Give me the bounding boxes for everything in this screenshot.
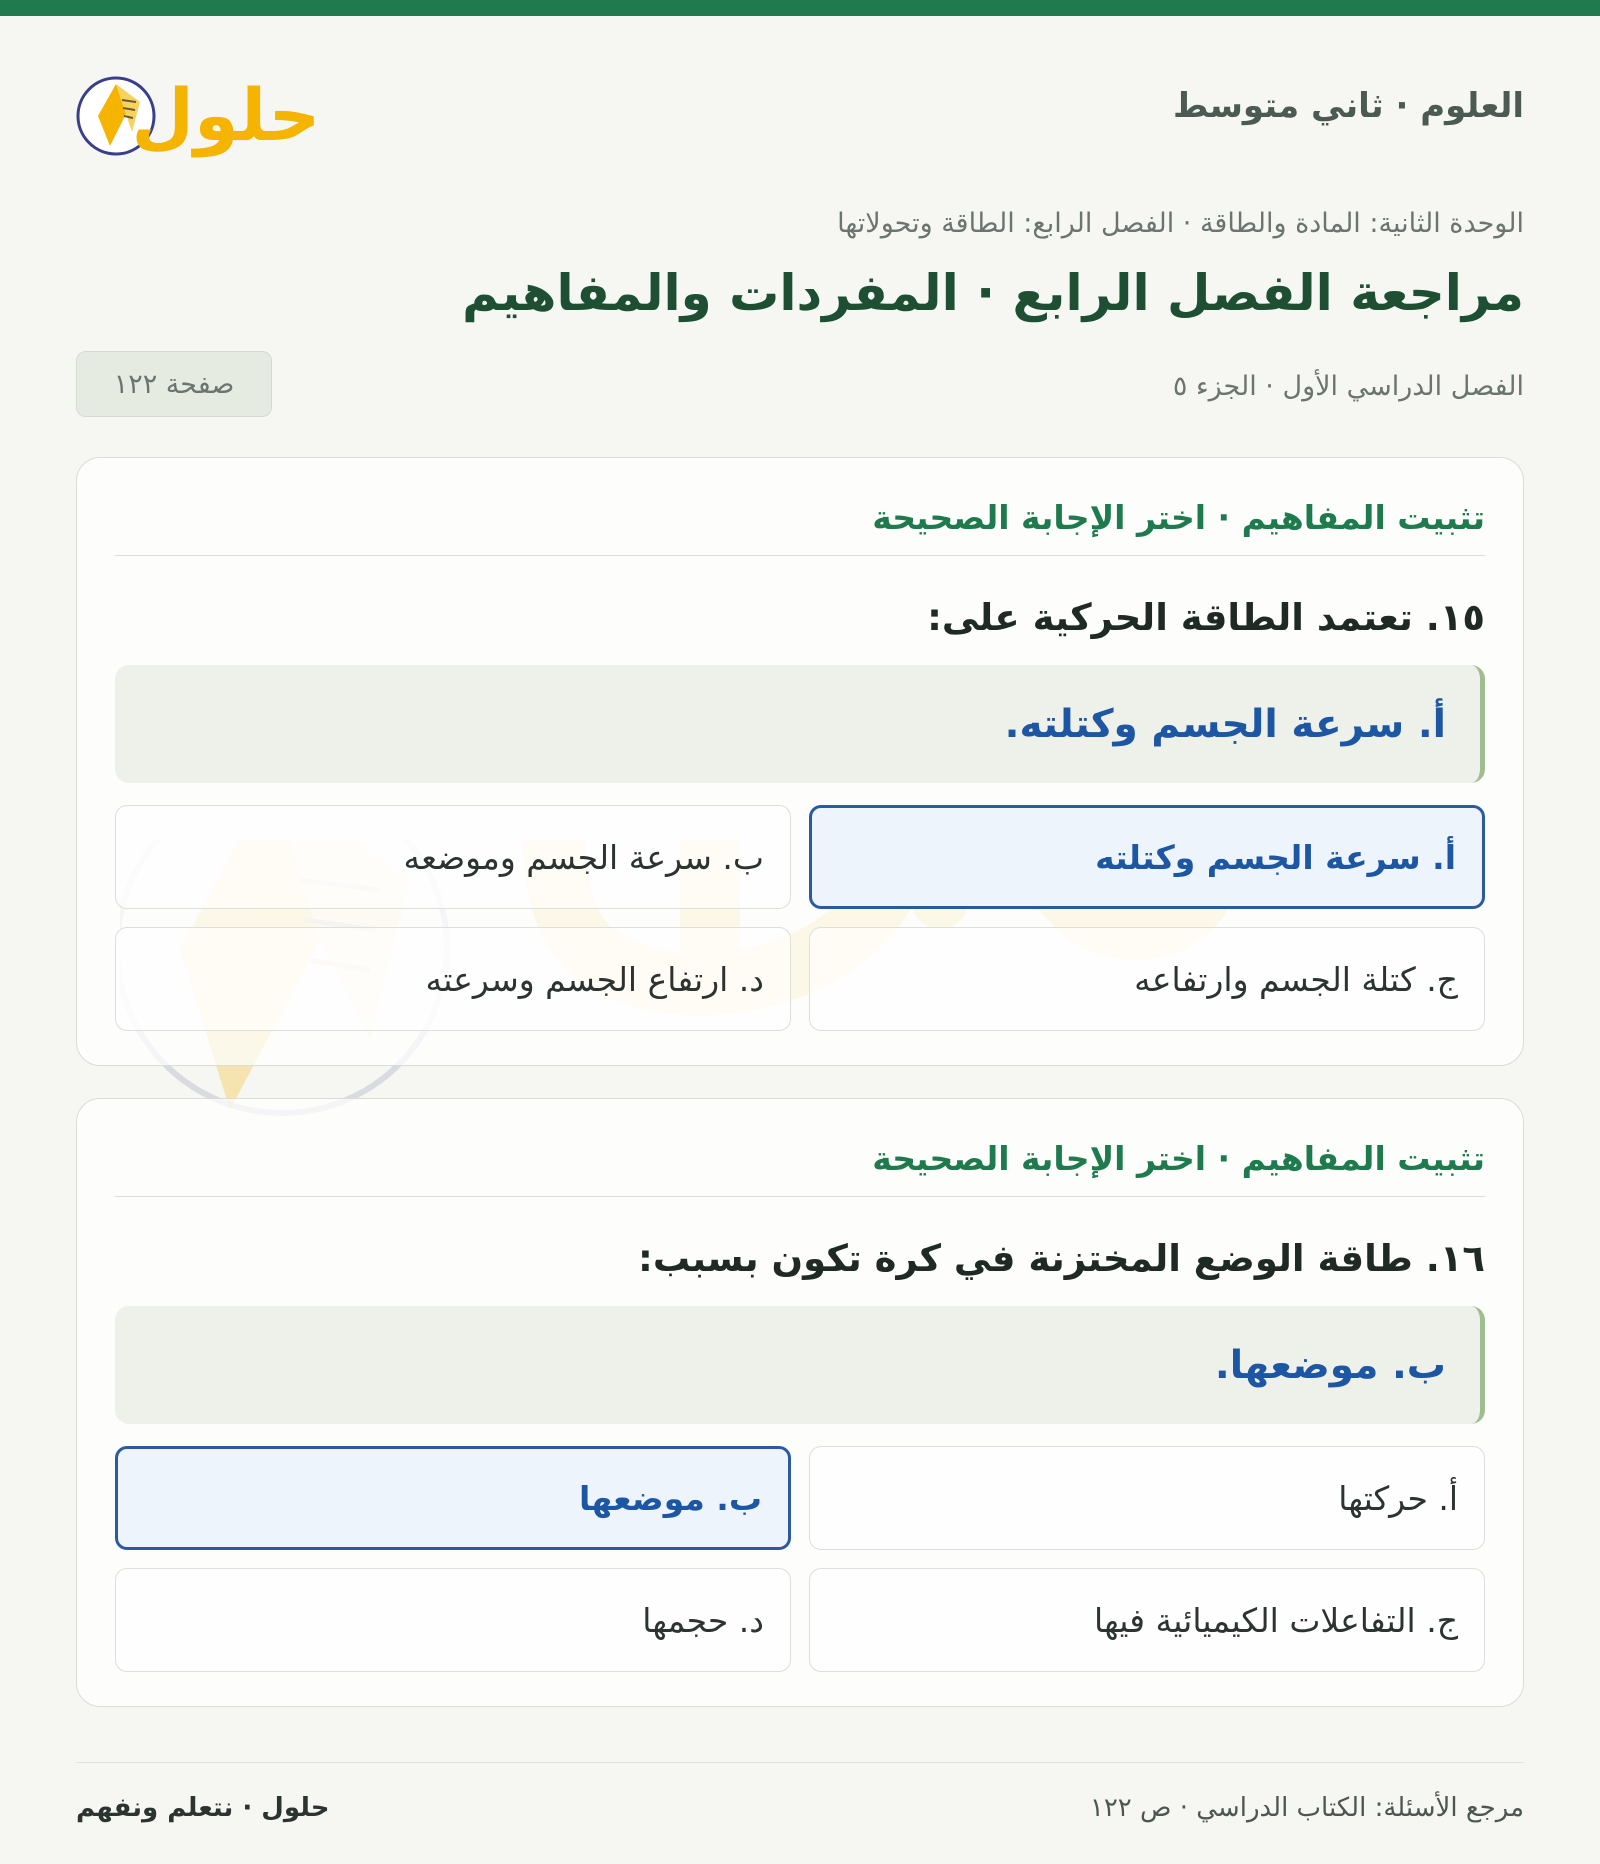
breadcrumb: الوحدة الثانية: المادة والطاقة · الفصل الرابع: الطاقة وتحولاتها xyxy=(837,208,1524,239)
meta-row xyxy=(76,351,1524,421)
answer-box: ب. موضعها. xyxy=(115,1306,1485,1424)
option-a[interactable]: أ. حركتها xyxy=(809,1446,1485,1550)
footer-brand: حلول · نتعلم ونفهم xyxy=(76,1793,330,1823)
option-c[interactable]: ج. التفاعلات الكيميائية فيها xyxy=(809,1568,1485,1672)
halool-logo[interactable] xyxy=(76,54,336,164)
options-grid xyxy=(115,1446,1485,1672)
answer-box: أ. سرعة الجسم وكتلته. xyxy=(115,665,1485,783)
question-card xyxy=(76,457,1524,1066)
page-title: مراجعة الفصل الرابع · المفردات والمفاهيم xyxy=(462,264,1524,322)
page-number-badge: صفحة ١٢٢ xyxy=(76,351,272,417)
option-b[interactable]: ب. سرعة الجسم وموضعه xyxy=(115,805,791,909)
logo-text: حلول xyxy=(131,73,321,157)
page-footer xyxy=(76,1762,1524,1833)
footer-reference: مرجع الأسئلة: الكتاب الدراسي · ص ١٢٢ xyxy=(1089,1793,1524,1823)
question-text: ١٥. تعتمد الطاقة الحركية على: xyxy=(927,596,1485,639)
subject-label: العلوم · ثاني متوسط xyxy=(1173,86,1524,126)
option-b-correct[interactable]: ب. موضعها xyxy=(115,1446,791,1550)
option-d[interactable]: د. حجمها xyxy=(115,1568,791,1672)
question-text: ١٦. طاقة الوضع المختزنة في كرة تكون بسبب: xyxy=(638,1237,1485,1280)
page-header xyxy=(76,16,1524,196)
option-a-correct[interactable]: أ. سرعة الجسم وكتلته xyxy=(809,805,1485,909)
term-label: الفصل الدراسي الأول · الجزء ٥ xyxy=(1172,371,1524,402)
options-grid xyxy=(115,805,1485,1031)
question-card xyxy=(76,1098,1524,1707)
card-heading: تثبيت المفاهيم · اختر الإجابة الصحيحة xyxy=(115,1099,1485,1197)
option-c[interactable]: ج. كتلة الجسم وارتفاعه xyxy=(809,927,1485,1031)
card-heading: تثبيت المفاهيم · اختر الإجابة الصحيحة xyxy=(115,458,1485,556)
top-accent-bar xyxy=(0,0,1600,16)
option-d[interactable]: د. ارتفاع الجسم وسرعته xyxy=(115,927,791,1031)
